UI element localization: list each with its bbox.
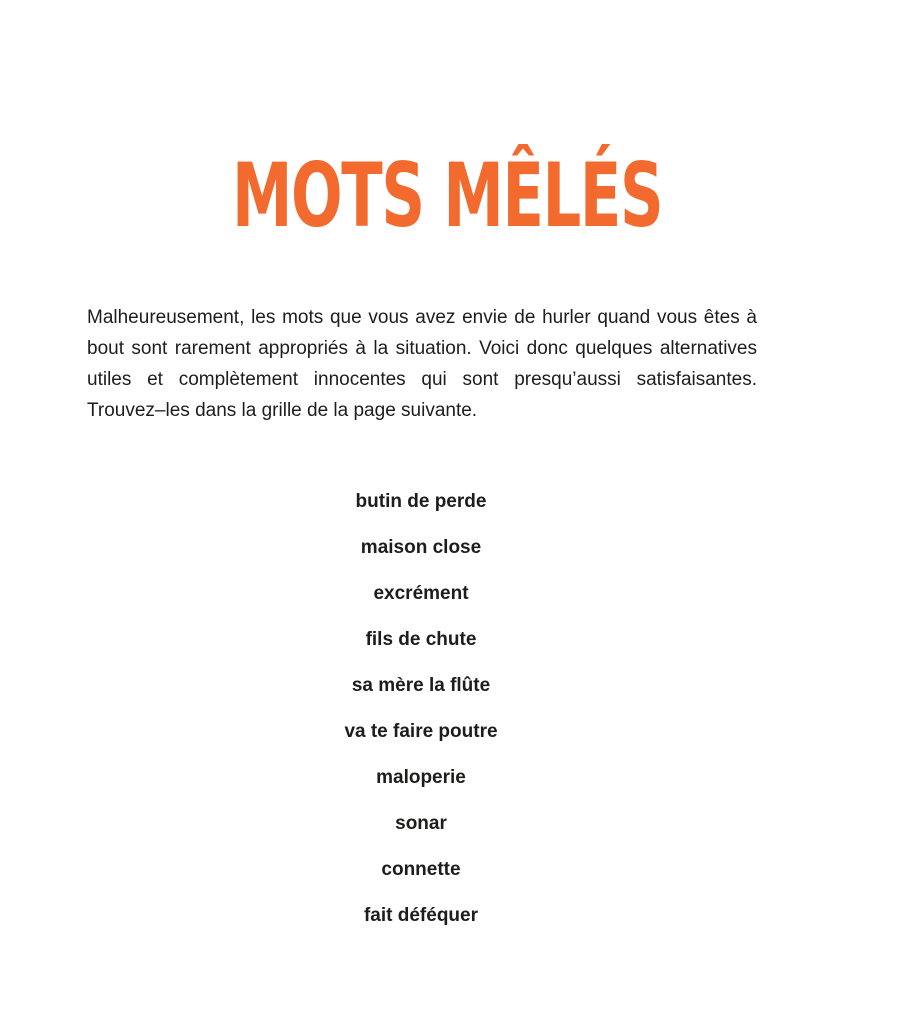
- word-list-item: maison close: [360, 537, 482, 558]
- page-title: MOTS MÊLÉS: [232, 144, 663, 247]
- word-list-item: fils de chute: [365, 629, 477, 650]
- word-list-item: sonar: [395, 813, 447, 834]
- word-list-item: maloperie: [376, 767, 466, 788]
- word-list-item: sa mère la flûte: [351, 675, 491, 696]
- word-list-item: fait déféquer: [363, 905, 479, 926]
- word-list-item: butin de perde: [355, 491, 487, 512]
- word-list-item: va te faire poutre: [344, 721, 498, 742]
- intro-paragraph: Malheureusement, les mots que vous avez envie de hurler quand vous êtes à bout sont rarement appropriés à la situation. Voici donc quelques alternatives utiles et complètement innocentes qui sont presqu’aussi satisfaisantes. Trouvez–les dans la grille de la page suivante.: [87, 307, 757, 421]
- word-list: [230, 486, 612, 946]
- word-list-item: connette: [381, 859, 461, 880]
- word-list-item: excrément: [373, 583, 469, 604]
